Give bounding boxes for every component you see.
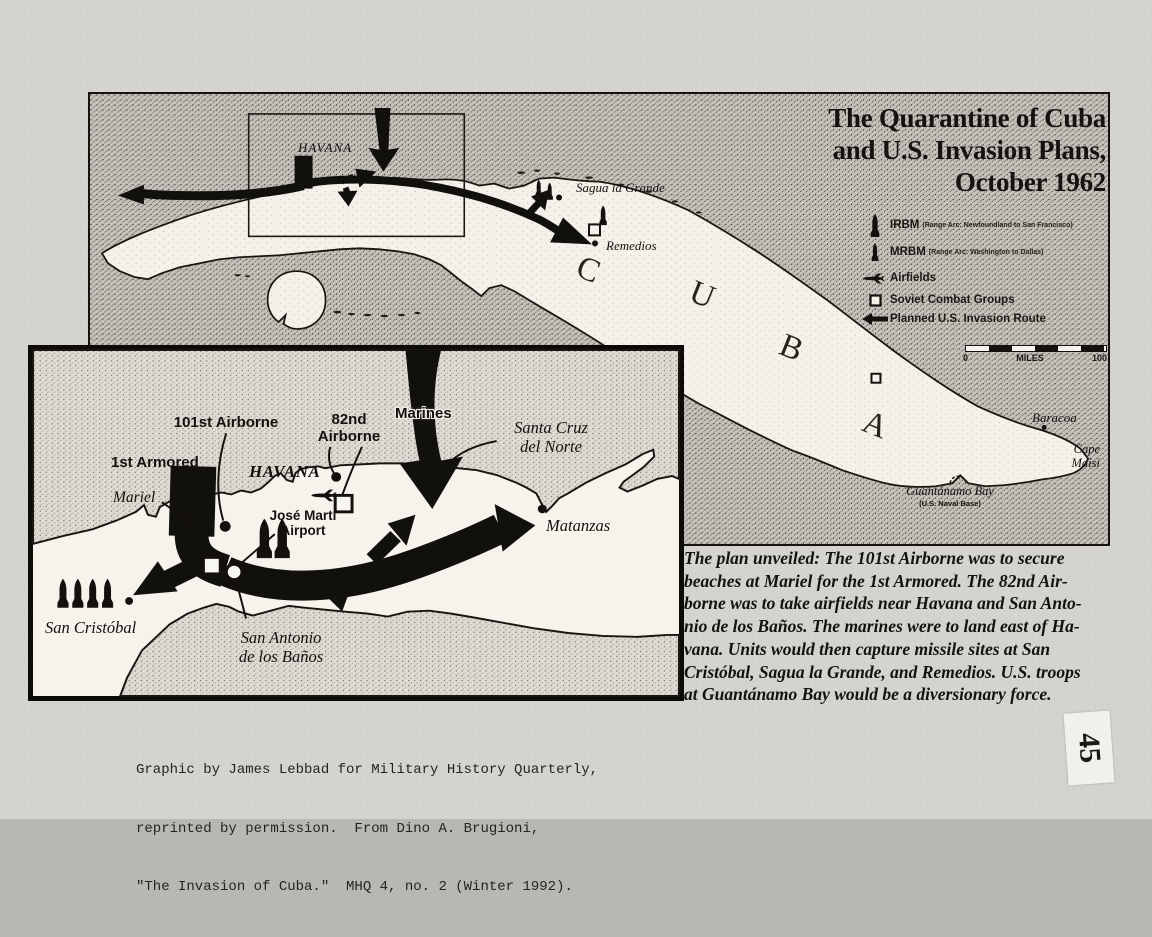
plan-line: at Guantánamo Bay would be a diversionary force. <box>684 684 1052 705</box>
label-san-antonio <box>218 628 344 666</box>
label-jose-marti-airport <box>261 508 345 538</box>
label-havana-inset: HAVANA <box>249 462 321 481</box>
legend-soviet-label: Soviet Combat Groups <box>890 294 1015 306</box>
plan-line: borne was to take airfields near Havana and San Anto- <box>684 593 1082 614</box>
havana-inset-map <box>28 345 684 701</box>
legend-irbm-detail: (Range Arc: Newfoundland to San Francisco) <box>922 221 1073 229</box>
credit-caption <box>136 722 598 937</box>
santa-cruz-line1: Santa Cruz <box>514 418 588 437</box>
label-sagua-la-grande: Sagua la Grande <box>576 180 665 195</box>
soviet-group-square-central <box>871 374 880 383</box>
plan-line: nio de los Baños. The marines were to land east of Ha- <box>684 616 1080 637</box>
san-antonio-line2: de los Baños <box>238 647 324 666</box>
legend-irbm-label: IRBM <box>890 219 920 231</box>
legend-route-label: Planned U.S. Invasion Route <box>890 313 1046 325</box>
82nd-line1: 82nd <box>331 411 367 428</box>
label-guantanamo-bay <box>885 484 1015 508</box>
isle-of-youth <box>268 271 326 329</box>
label-1st-armored: 1st Armored <box>111 454 199 471</box>
legend-airfields-label: Airfields <box>890 272 937 284</box>
map-title-line2: and U.S. Invasion Plans, <box>832 135 1106 165</box>
page-number: 45 <box>1071 731 1108 765</box>
label-san-cristobal: San Cristóbal <box>45 618 137 637</box>
santa-cruz-line2: del Norte <box>520 437 582 456</box>
plan-description <box>684 547 1118 706</box>
country-letter-u: U <box>684 273 720 317</box>
label-mariel: Mariel <box>113 489 156 506</box>
label-101st-airborne: 101st Airborne <box>173 414 279 431</box>
guantanamo-sub: (U.S. Naval Base) <box>919 499 981 508</box>
country-letter-c: C <box>571 249 606 291</box>
label-cape-maisi <box>1040 442 1100 470</box>
san-antonio-line1: San Antonio <box>240 628 322 647</box>
page-number-chip <box>1064 710 1115 785</box>
soviet-group-square-remedios <box>589 224 600 235</box>
cape-line1: Cape <box>1073 442 1100 456</box>
label-82nd-airborne <box>301 411 397 445</box>
jose-marti-line2: Airport <box>280 523 326 538</box>
plan-line: The plan unveiled: The 101st Airborne was to secure <box>684 548 1065 568</box>
label-santa-cruz-del-norte <box>495 418 607 456</box>
scale-end: 100 <box>1091 353 1107 363</box>
cape-line2: Maisi <box>1071 456 1100 470</box>
caption-line1: Graphic by James Lebbad for Military History Quarterly, <box>136 762 599 778</box>
country-letter-a: A <box>857 403 893 447</box>
airfield-plane-icon-inset <box>311 490 336 502</box>
country-letter-b: B <box>774 327 809 369</box>
scale-start: 0 <box>963 353 969 363</box>
san-cristobal-missile-icons <box>57 579 113 608</box>
map-title-line1: The Quarantine of Cuba <box>828 103 1106 133</box>
inset-sea-south <box>120 604 679 696</box>
guantanamo-name: Guantánamo Bay <box>906 484 994 498</box>
soviet-group-square-junction <box>203 557 220 573</box>
label-remedios: Remedios <box>606 238 657 253</box>
caption-line2: reprinted by permission. From Dino A. Brugioni, <box>136 820 540 837</box>
label-havana-main: HAVANA <box>298 140 353 155</box>
legend-mrbm-detail: (Range Arc: Washington to Dallas) <box>928 248 1044 256</box>
caption-line3: "The Invasion of Cuba." MHQ 4, no. 2 (Winter 1992). <box>136 879 573 895</box>
san-antonio-circle-marker <box>226 564 242 580</box>
plan-line: vana. Units would then capture missile sites at San <box>684 638 1051 659</box>
jose-marti-line1: José Martí <box>269 508 337 523</box>
legend-mrbm-label: MRBM <box>890 246 926 258</box>
map-title <box>828 102 1106 198</box>
label-marines: Marines <box>395 405 452 422</box>
label-baracoa: Baracoa <box>1032 410 1077 425</box>
plan-line: Cristóbal, Sagua la Grande, and Remedios. U.S. troops <box>684 661 1081 682</box>
82nd-line2: Airborne <box>317 428 381 445</box>
scale-unit: MILES <box>1016 353 1044 363</box>
map-title-line3: October 1962 <box>954 167 1106 197</box>
label-matanzas: Matanzas <box>546 516 611 535</box>
plan-line: beaches at Mariel for the 1st Armored. The 82nd Air- <box>684 570 1068 591</box>
